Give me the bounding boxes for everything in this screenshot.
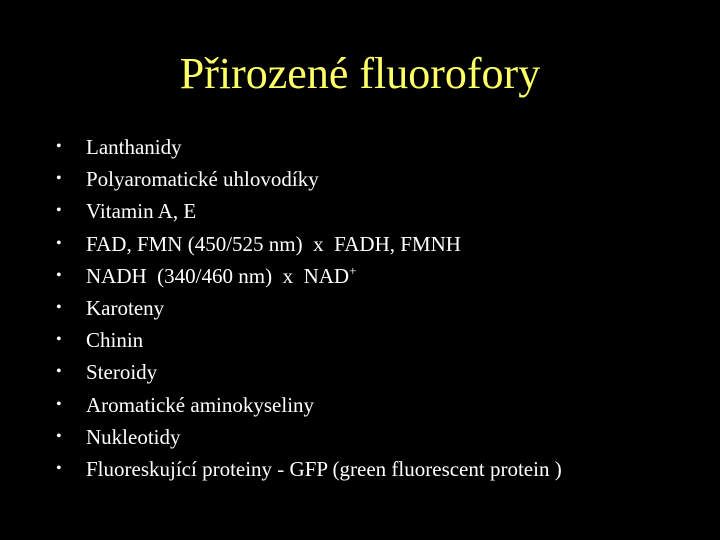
bullet-icon: • bbox=[56, 138, 62, 155]
bullet-text: Nukleotidy bbox=[86, 424, 181, 449]
bullet-list bbox=[56, 131, 562, 485]
bullet-text: Fluoreskující proteiny - GFP (green fluorescent protein ) bbox=[86, 456, 562, 481]
bullet-icon: • bbox=[56, 427, 62, 445]
bullet-item bbox=[56, 356, 562, 388]
bullet-item bbox=[56, 260, 562, 292]
superscript-plus: + bbox=[349, 262, 357, 278]
bullet-text: Chinin bbox=[86, 328, 144, 353]
bullet-icon: • bbox=[56, 298, 62, 316]
bullet-item bbox=[56, 163, 562, 195]
bullet-item bbox=[56, 131, 562, 163]
bullet-item bbox=[56, 453, 562, 485]
bullet-icon: • bbox=[56, 395, 62, 413]
bullet-icon: • bbox=[56, 331, 62, 349]
bullet-icon: • bbox=[56, 459, 62, 477]
bullet-text: Vitamin A, E bbox=[86, 199, 197, 224]
bullet-text: Steroidy bbox=[86, 360, 158, 385]
bullet-icon: • bbox=[56, 234, 62, 252]
bullet-icon: • bbox=[56, 202, 62, 220]
bullet-icon: • bbox=[56, 170, 62, 188]
bullet-text: Aromatické aminokyseliny bbox=[86, 392, 315, 417]
bullet-icon: • bbox=[56, 266, 62, 284]
bullet-text: NADH (340/460 nm) x NAD bbox=[86, 263, 350, 288]
bullet-text: Polyaromatické uhlovodíky bbox=[86, 167, 319, 192]
bullet-item bbox=[56, 195, 562, 227]
bullet-icon: • bbox=[56, 363, 62, 381]
bullet-item bbox=[56, 292, 562, 324]
bullet-item bbox=[56, 228, 562, 260]
slide-title: Přirozené fluorofory bbox=[179, 49, 541, 98]
bullet-text: Lanthanidy bbox=[86, 135, 182, 159]
bullet-text: FAD, FMN (450/525 nm) x FADH, FMNH bbox=[86, 231, 461, 256]
bullet-item bbox=[56, 389, 562, 421]
bullet-text: Karoteny bbox=[86, 295, 165, 320]
bullet-item bbox=[56, 421, 562, 453]
bullet-item bbox=[56, 324, 562, 356]
